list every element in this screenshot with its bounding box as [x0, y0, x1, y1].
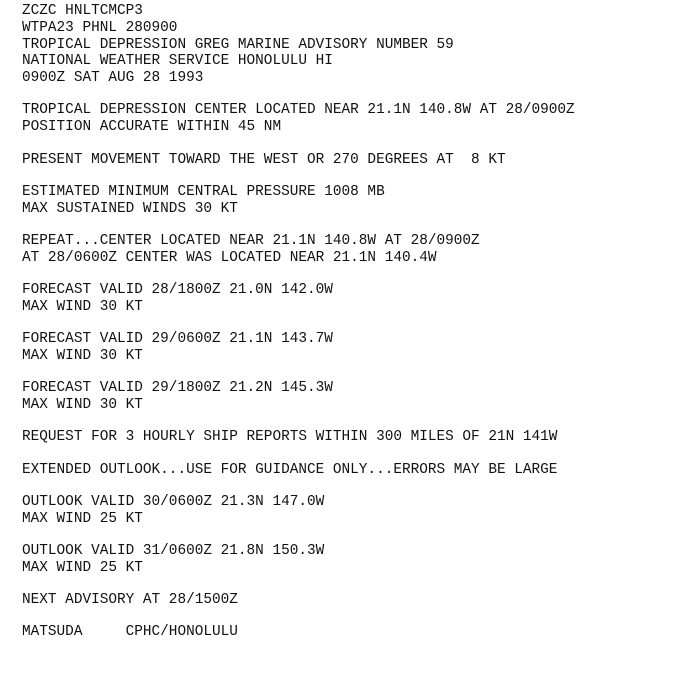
advisory-title: TROPICAL DEPRESSION GREG MARINE ADVISORY NUMBER 59	[22, 36, 454, 53]
issue-time: 0900Z SAT AUG 28 1993	[22, 70, 204, 87]
outlook-wind-line: MAX WIND 25 KT	[22, 559, 143, 576]
repeat-center-line: REPEAT...CENTER LOCATED NEAR 21.1N 140.8W AT 28/0900Z	[22, 232, 480, 249]
next-advisory-block	[22, 592, 682, 609]
outlook-valid-line: OUTLOOK VALID 30/0600Z 21.3N 147.0W	[22, 493, 325, 510]
next-advisory-line: NEXT ADVISORY AT 28/1500Z	[22, 592, 238, 609]
outlook-valid-line: OUTLOOK VALID 31/0600Z 21.8N 150.3W	[22, 543, 325, 560]
present-movement-line: PRESENT MOVEMENT TOWARD THE WEST OR 270 DEGREES AT 8 KT	[22, 151, 506, 168]
forecast-valid-line: FORECAST VALID 28/1800Z 21.0N 142.0W	[22, 282, 333, 299]
outlook-block-1	[22, 494, 682, 528]
center-location-line: TROPICAL DEPRESSION CENTER LOCATED NEAR 21.1N 140.8W AT 28/0900Z	[22, 102, 575, 119]
signature-block	[22, 624, 682, 641]
extended-outlook-note-block	[22, 462, 682, 479]
outlook-block-2	[22, 543, 682, 577]
forecast-valid-line: FORECAST VALID 29/1800Z 21.2N 145.3W	[22, 380, 333, 397]
marine-advisory-document	[22, 3, 682, 657]
extended-outlook-note-line: EXTENDED OUTLOOK...USE FOR GUIDANCE ONLY...ERRORS MAY BE LARGE	[22, 461, 558, 478]
wmo-header-line: ZCZC HNLTCMCP3	[22, 3, 143, 19]
header-block	[22, 3, 682, 87]
bulletin-id-line: WTPA23 PHNL 280900	[22, 19, 178, 36]
forecast-wind-line: MAX WIND 30 KT	[22, 397, 143, 414]
forecast-block-2	[22, 331, 682, 365]
intensity-block	[22, 184, 682, 218]
repeat-block	[22, 233, 682, 267]
ship-request-block	[22, 429, 682, 446]
issuing-office: NATIONAL WEATHER SERVICE HONOLULU HI	[22, 53, 333, 70]
movement-block	[22, 152, 682, 169]
forecast-wind-line: MAX WIND 30 KT	[22, 298, 143, 315]
forecast-block-3	[22, 380, 682, 414]
forecast-block-1	[22, 282, 682, 316]
central-pressure-line: ESTIMATED MINIMUM CENTRAL PRESSURE 1008 MB	[22, 183, 385, 200]
sustained-winds-line: MAX SUSTAINED WINDS 30 KT	[22, 200, 238, 217]
center-position-block	[22, 102, 682, 136]
previous-position-line: AT 28/0600Z CENTER WAS LOCATED NEAR 21.1N 140.4W	[22, 249, 437, 266]
forecaster-signature-line: MATSUDA CPHC/HONOLULU	[22, 624, 238, 641]
ship-report-request-line: REQUEST FOR 3 HOURLY SHIP REPORTS WITHIN 300 MILES OF 21N 141W	[22, 429, 558, 446]
forecast-valid-line: FORECAST VALID 29/0600Z 21.1N 143.7W	[22, 331, 333, 348]
forecast-wind-line: MAX WIND 30 KT	[22, 347, 143, 364]
outlook-wind-line: MAX WIND 25 KT	[22, 510, 143, 527]
position-accuracy-line: POSITION ACCURATE WITHIN 45 NM	[22, 119, 282, 136]
